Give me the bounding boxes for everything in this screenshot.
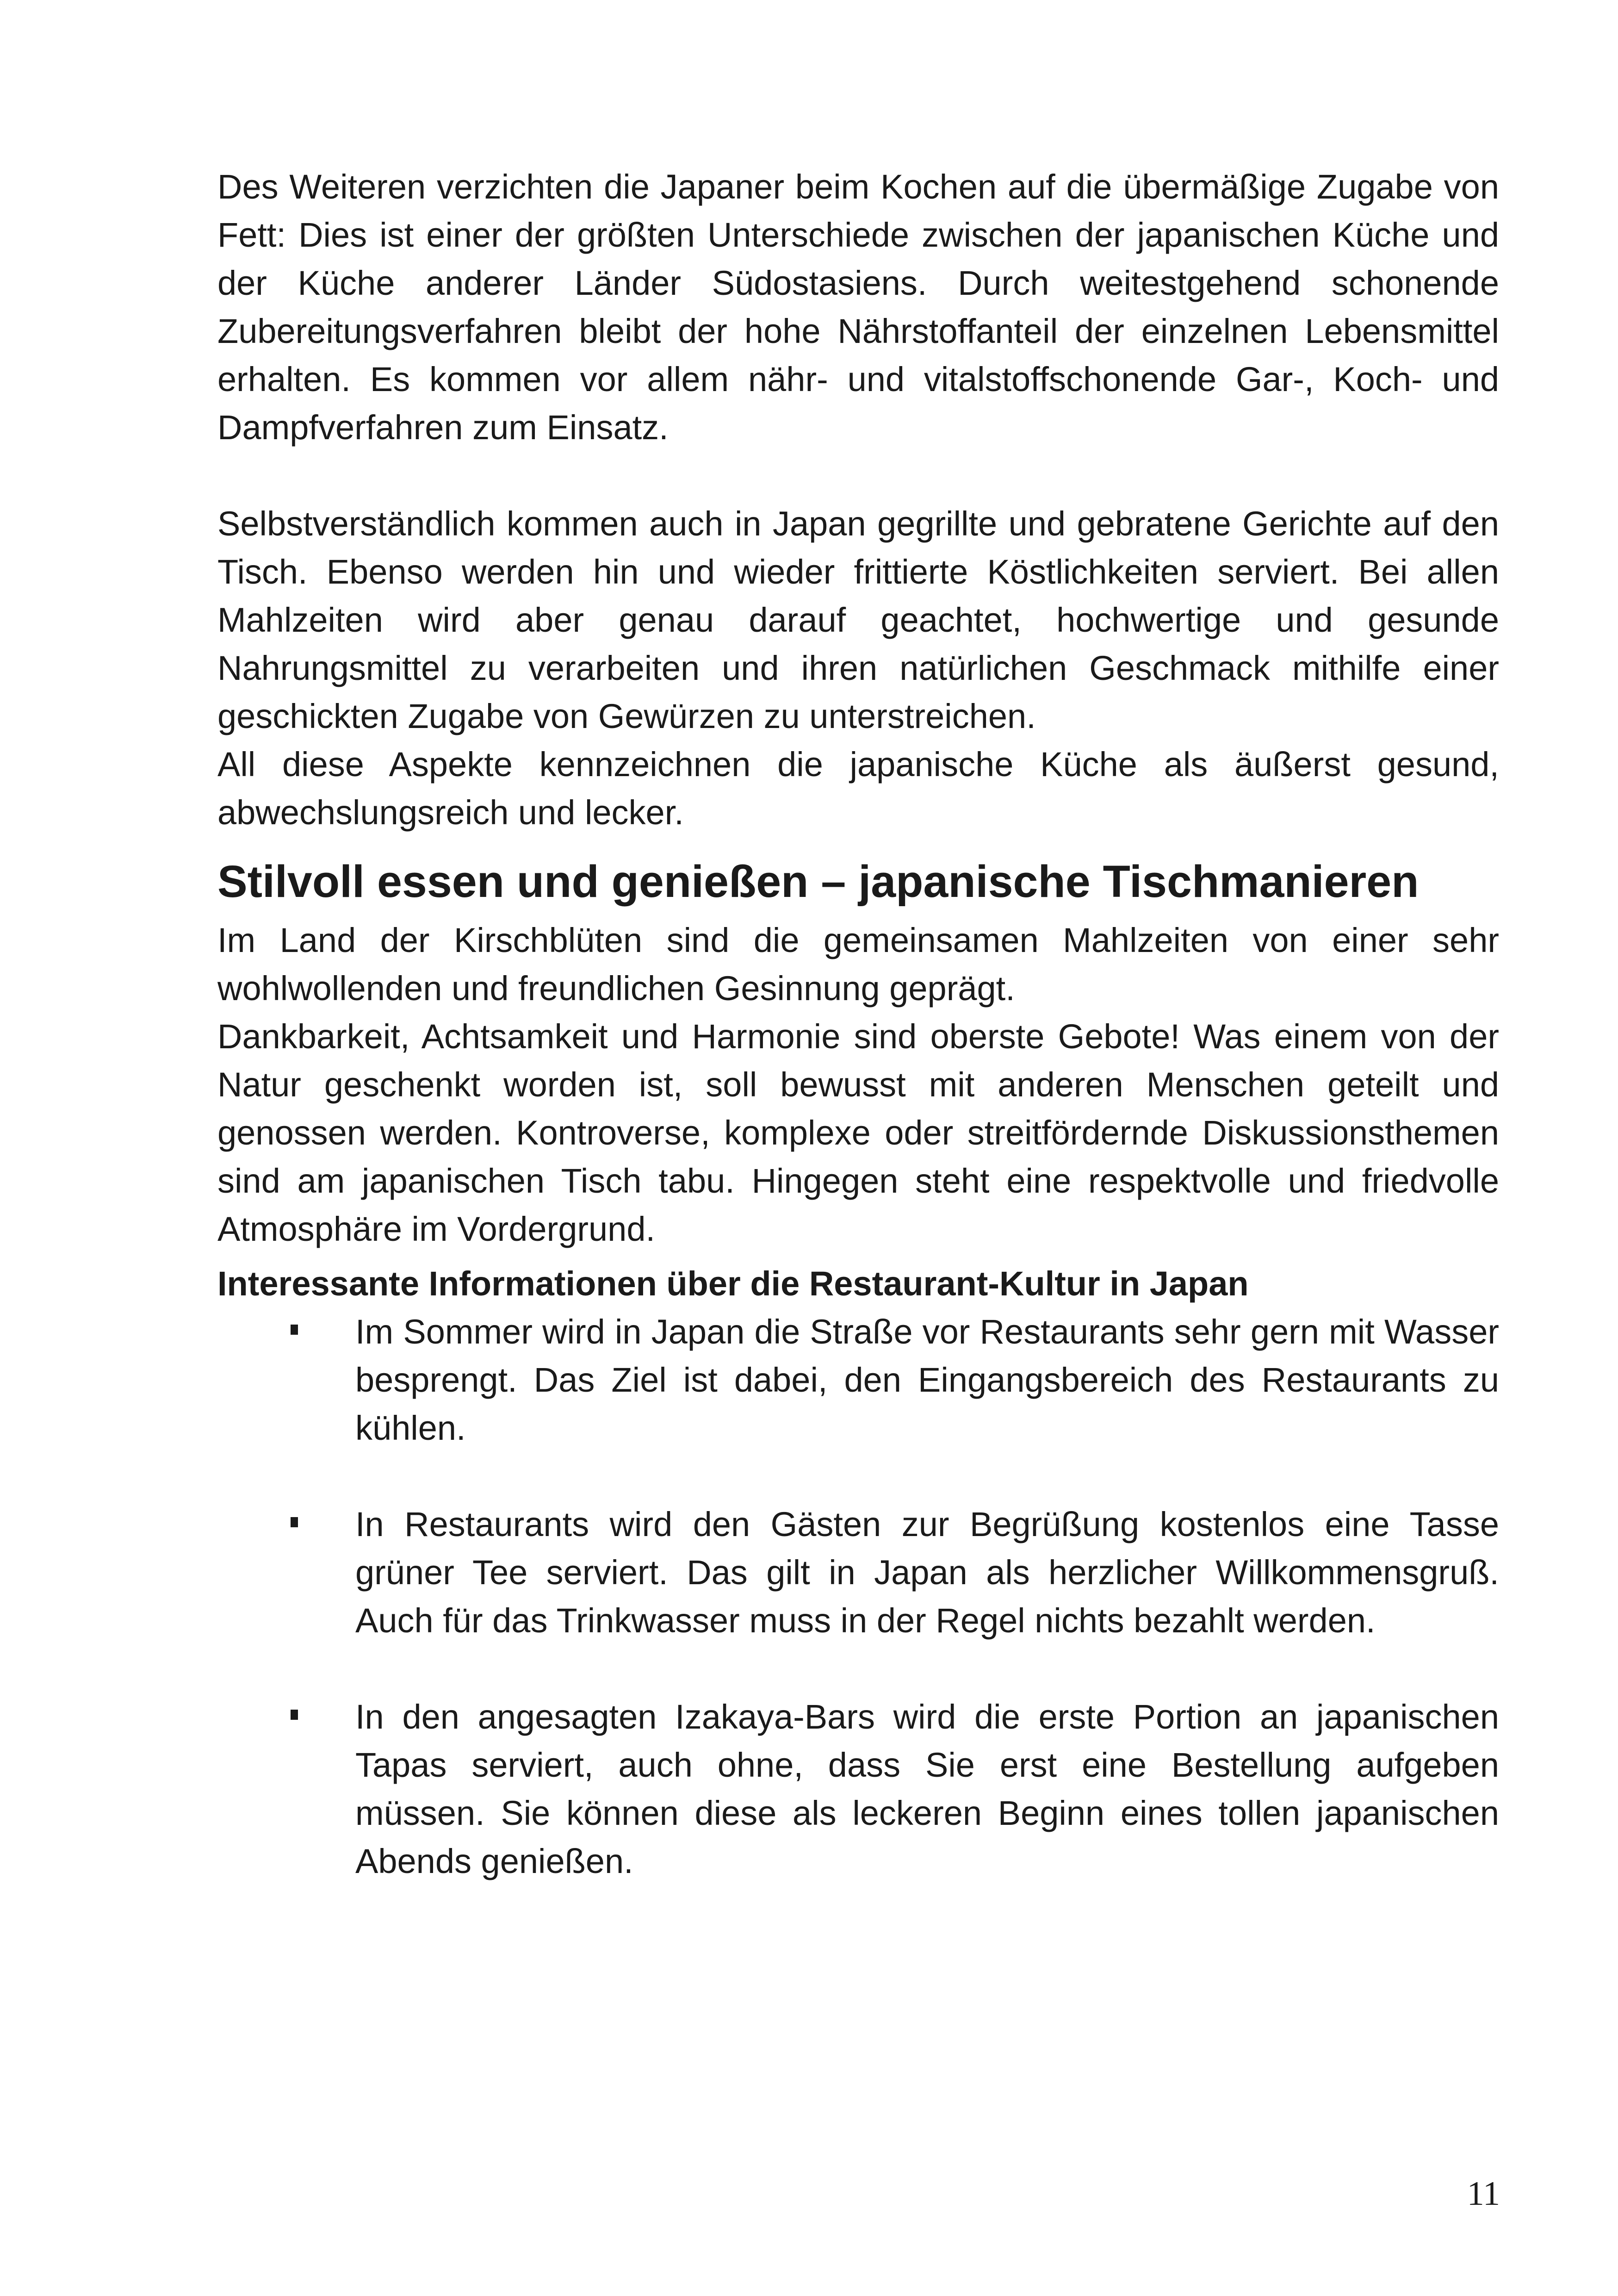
- square-bullet-icon: [291, 1325, 298, 1335]
- section-paragraph-intro: Im Land der Kirschblüten sind die gemeinsamen Mahlzeiten von einer sehr wohlwollenden und freundlichen Gesinnung geprägt.: [217, 921, 1499, 1008]
- square-bullet-icon: [291, 1517, 298, 1527]
- page-content: [217, 163, 1499, 1885]
- list-item-text: In den angesagten Izakaya-Bars wird die erste Portion an japanischen Tapas serviert, auch ohne, dass Sie erst eine Bestellung aufgeben müssen. Sie können diese als leckeren Beginn eines tollen japanischen Abends genießen.: [355, 1698, 1499, 1880]
- body-paragraph-summary: All diese Aspekte kennzeichnen die japanische Küche als äußerst gesund, abwechslungsreich und lecker.: [217, 745, 1499, 832]
- square-bullet-icon: [291, 1710, 298, 1720]
- page-number: 11: [1467, 2175, 1500, 2213]
- list-item-text: In Restaurants wird den Gästen zur Begrüßung kostenlos eine Tasse grüner Tee serviert. Das gilt in Japan als herzlicher Willkommensgruß. Auch für das Trinkwasser muss in der Regel nichts bezahlt werden.: [355, 1505, 1499, 1640]
- section-paragraph-values: Dankbarkeit, Achtsamkeit und Harmonie sind oberste Gebote! Was einem von der Natur geschenkt worden ist, soll bewusst mit anderen Menschen geteilt und genossen werden. Kontroverse, komplexe oder streitfördernde Diskussionsthemen sind am japanischen Tisch tabu. Hingegen steht eine respektvolle und friedvolle Atmosphäre im Vordergrund.: [217, 1017, 1499, 1248]
- list-item: [217, 1308, 1499, 1452]
- list-item: [217, 1500, 1499, 1645]
- info-bullet-list: [217, 1308, 1499, 1885]
- list-item-text: Im Sommer wird in Japan die Straße vor Restaurants sehr gern mit Wasser besprengt. Das Ziel ist dabei, den Eingangsbereich des Restaurants zu kühlen.: [355, 1313, 1499, 1447]
- paragraph-spacer: [217, 452, 1499, 500]
- section-heading: Stilvoll essen und genießen – japanische Tischmanieren: [217, 856, 1419, 907]
- list-item: [217, 1693, 1499, 1885]
- body-paragraph-grilled: Selbstverständlich kommen auch in Japan gegrillte und gebratene Gerichte auf den Tisch. Ebenso werden hin und wieder frittierte Köstlichkeiten serviert. Bei allen Mahlzeiten wird aber genau darauf geachtet, hochwertige und gesunde Nahrungsmittel zu verarbeiten und ihren natürlichen Geschmack mithilfe einer geschickten Zugabe von Gewürzen zu unterstreichen.: [217, 504, 1499, 735]
- body-paragraph-fat: Des Weiteren verzichten die Japaner beim Kochen auf die übermäßige Zugabe von Fett: Dies ist einer der größten Unterschiede zwischen der japanischen Küche und der Küche anderer Länder Südostasiens. Durch weitestgehend schonende Zubereitungsverfahren bleibt der hohe Nährstoffanteil der einzelnen Lebensmittel erhalten. Es kommen vor allem nähr- und vitalstoffschonende Gar-, Koch- und Dampfverfahren zum Einsatz.: [217, 168, 1499, 447]
- info-subheading: Interessante Informationen über die Restaurant-Kultur in Japan: [217, 1264, 1249, 1303]
